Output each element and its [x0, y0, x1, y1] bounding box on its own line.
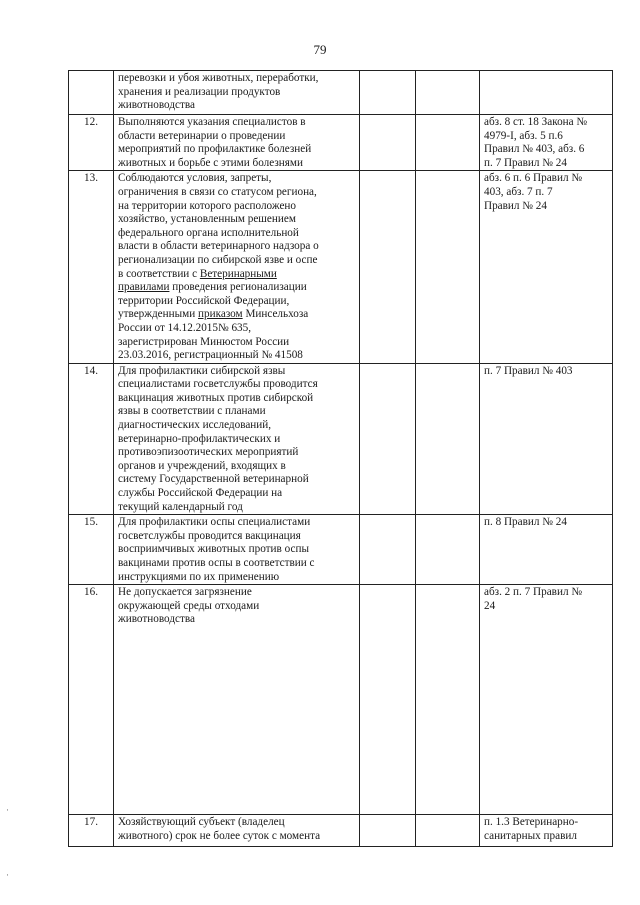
requirement-text: Соблюдаются условия, запреты, ограничения в связи со статусом региона, на территории которого расположено хозяйство, установленным решением федерального органа исполнительной власти в области ветеринарного надзора о регионализации по сибирской язве и оспе в соответствии с Ветеринарными правилами проведения регионализации территории Российской Федерации, утвержденными приказом Минсельхоза России от 14.12.2015№ 635, зарегистрирован Минюстом России 23.03.2016, регистрационный № 41508: [114, 171, 360, 363]
table-row: [69, 71, 613, 115]
scan-mark: ·: [6, 870, 9, 880]
table-row: [69, 115, 613, 171]
empty-cell: [416, 71, 480, 115]
empty-cell: [360, 585, 416, 815]
rules-link[interactable]: правилами: [118, 281, 170, 294]
empty-cell: [416, 815, 480, 847]
table-row: [69, 363, 613, 515]
legal-basis: абз. 6 п. 6 Правил № 403, абз. 7 п. 7 Правил № 24: [480, 171, 613, 363]
requirement-text: Не допускается загрязнение окружающей среды отходами животноводства: [114, 585, 360, 815]
empty-cell: [360, 171, 416, 363]
legal-basis: абз. 2 п. 7 Правил № 24: [480, 585, 613, 815]
legal-basis: [480, 71, 613, 115]
row-number: [69, 71, 114, 115]
row-number: 16.: [69, 585, 114, 815]
row-number: 12.: [69, 115, 114, 171]
table-row: [69, 815, 613, 847]
empty-cell: [360, 115, 416, 171]
empty-cell: [416, 363, 480, 515]
table-row: [69, 585, 613, 815]
empty-cell: [416, 585, 480, 815]
empty-cell: [360, 363, 416, 515]
requirement-text: Выполняются указания специалистов в области ветеринарии о проведении мероприятий по профилактике болезней животных и борьбе с этими болезнями: [114, 115, 360, 171]
order-link[interactable]: приказом: [198, 308, 243, 321]
empty-cell: [360, 71, 416, 115]
empty-cell: [360, 815, 416, 847]
table-row: [69, 171, 613, 363]
row-number: 13.: [69, 171, 114, 363]
row-number: 14.: [69, 363, 114, 515]
empty-cell: [416, 515, 480, 585]
requirements-table: [68, 70, 613, 847]
legal-basis: п. 8 Правил № 24: [480, 515, 613, 585]
legal-basis: абз. 8 ст. 18 Закона № 4979-I, абз. 5 п.6 Правил № 403, абз. 6 п. 7 Правил № 24: [480, 115, 613, 171]
empty-cell: [416, 115, 480, 171]
empty-cell: [360, 515, 416, 585]
table-row: [69, 515, 613, 585]
legal-basis: п. 1.3 Ветеринарно- санитарных правил: [480, 815, 613, 847]
row-number: 15.: [69, 515, 114, 585]
row-number: 17.: [69, 815, 114, 847]
requirement-text: перевозки и убоя животных, переработки, хранения и реализации продуктов животноводства: [114, 71, 360, 115]
regulation-link[interactable]: Ветеринарными: [199, 267, 277, 280]
requirement-text: Хозяйствующий субъект (владелец животного) срок не более суток с момента: [114, 815, 360, 847]
legal-basis: п. 7 Правил № 403: [480, 363, 613, 515]
scan-mark: ·: [6, 805, 9, 815]
empty-cell: [416, 171, 480, 363]
page-number: 79: [313, 42, 327, 57]
requirement-text: Для профилактики оспы специалистами госветслужбы проводится вакцинация восприимчивых животных против оспы вакцинами против оспы в соответствии с инструкциями по их применению: [114, 515, 360, 585]
requirement-text: Для профилактики сибирской язвы специалистами госветслужбы проводится вакцинация животных против сибирской язвы в соответствии с планами диагностических исследований, ветеринарно-профилактических и противоэпизоотических мероприятий органов и учреждений, входящих в систему Государственной ветеринарной службы Российской Федерации на текущий календарный год: [114, 363, 360, 515]
